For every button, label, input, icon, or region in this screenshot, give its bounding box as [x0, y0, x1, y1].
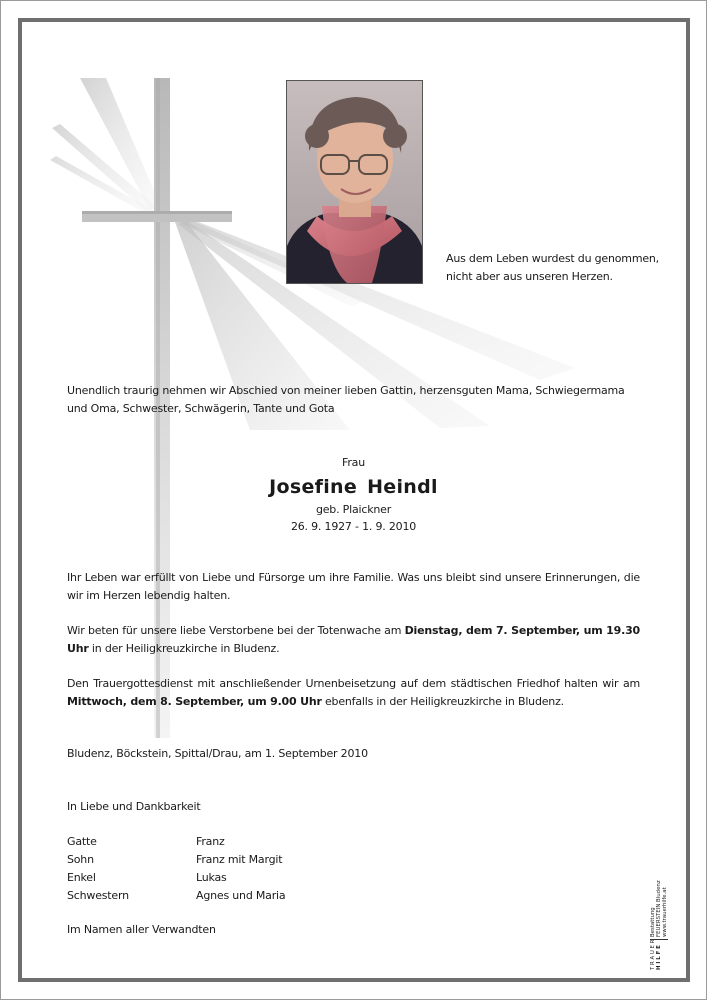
relation-label: Sohn — [67, 853, 94, 866]
relative-names: Agnes und Maria — [196, 889, 286, 902]
prayer-text: Wir beten für unsere liebe Verstorbene bei der Totenwache am — [67, 624, 405, 637]
service-date: Mittwoch, dem 8. September, um 9.00 Uhr — [67, 695, 322, 708]
logo-word-1: T R A U E R — [650, 939, 656, 970]
first-name: Josefine — [269, 476, 358, 498]
prayer-date: Dienstag, dem 7. September, um 19.30 Uhr — [67, 624, 640, 655]
relative-names: Franz — [196, 835, 225, 848]
service-location: ebenfalls in der Heiligkreuzkirche in Bludenz. — [321, 695, 564, 708]
place-date: Bludenz, Böckstein, Spittal/Drau, am 1. September 2010 — [67, 747, 368, 760]
portrait-photo — [286, 80, 423, 284]
logo-divider — [650, 939, 668, 940]
funeral-home-logo — [650, 870, 686, 970]
birth-name: geb. Plaickner — [315, 503, 392, 516]
intro-text: Unendlich traurig nehmen wir Abschied von meiner lieben Gattin, herzensguten Mama, Schwiegermama und Oma, Schwester, Schwägerin, Tante und Gota — [67, 384, 625, 415]
relation-label: Gatte — [67, 835, 97, 848]
ray — [80, 78, 160, 210]
relative-names: Franz mit Margit — [196, 853, 283, 866]
last-name: Heindl — [367, 476, 438, 498]
logo-word-2: H I L F E — [656, 945, 662, 970]
portrait-image — [287, 81, 422, 283]
relative-names: Lukas — [196, 871, 227, 884]
logo-line-2: FEUERSTEIN Bludenz — [656, 880, 662, 937]
relation-label: Enkel — [67, 871, 96, 884]
service-text: Den Trauergottesdienst mit anschließender Urnenbeisetzung auf dem städtischen Friedhof halten wir am — [67, 677, 640, 690]
prayer-location: in der Heiligkreuzkirche in Bludenz. — [88, 642, 280, 655]
deceased-name — [0, 474, 707, 500]
quote-line-2: nicht aber aus unseren Herzen. — [446, 270, 613, 283]
prayer-paragraph — [67, 622, 640, 658]
signature-line: Im Namen aller Verwandten — [67, 923, 216, 936]
relation-label: Schwestern — [67, 889, 129, 902]
life-paragraph: Ihr Leben war erfüllt von Liebe und Fürsorge um ihre Familie. Was uns bleibt sind unsere Erinnerungen, die wir im Herzen lebendig halten. — [67, 571, 640, 602]
quote — [446, 250, 666, 286]
closing-line: In Liebe und Dankbarkeit — [67, 800, 201, 813]
quote-line-1: Aus dem Leben wurdest du genommen, — [446, 252, 659, 265]
logo-line-1: Bestattung — [650, 907, 656, 937]
deceased-title: Frau — [342, 456, 365, 469]
life-dates: 26. 9. 1927 - 1. 9. 2010 — [290, 520, 417, 533]
service-paragraph — [67, 675, 640, 711]
logo-url: www.trauerhilfe.at — [662, 887, 668, 937]
